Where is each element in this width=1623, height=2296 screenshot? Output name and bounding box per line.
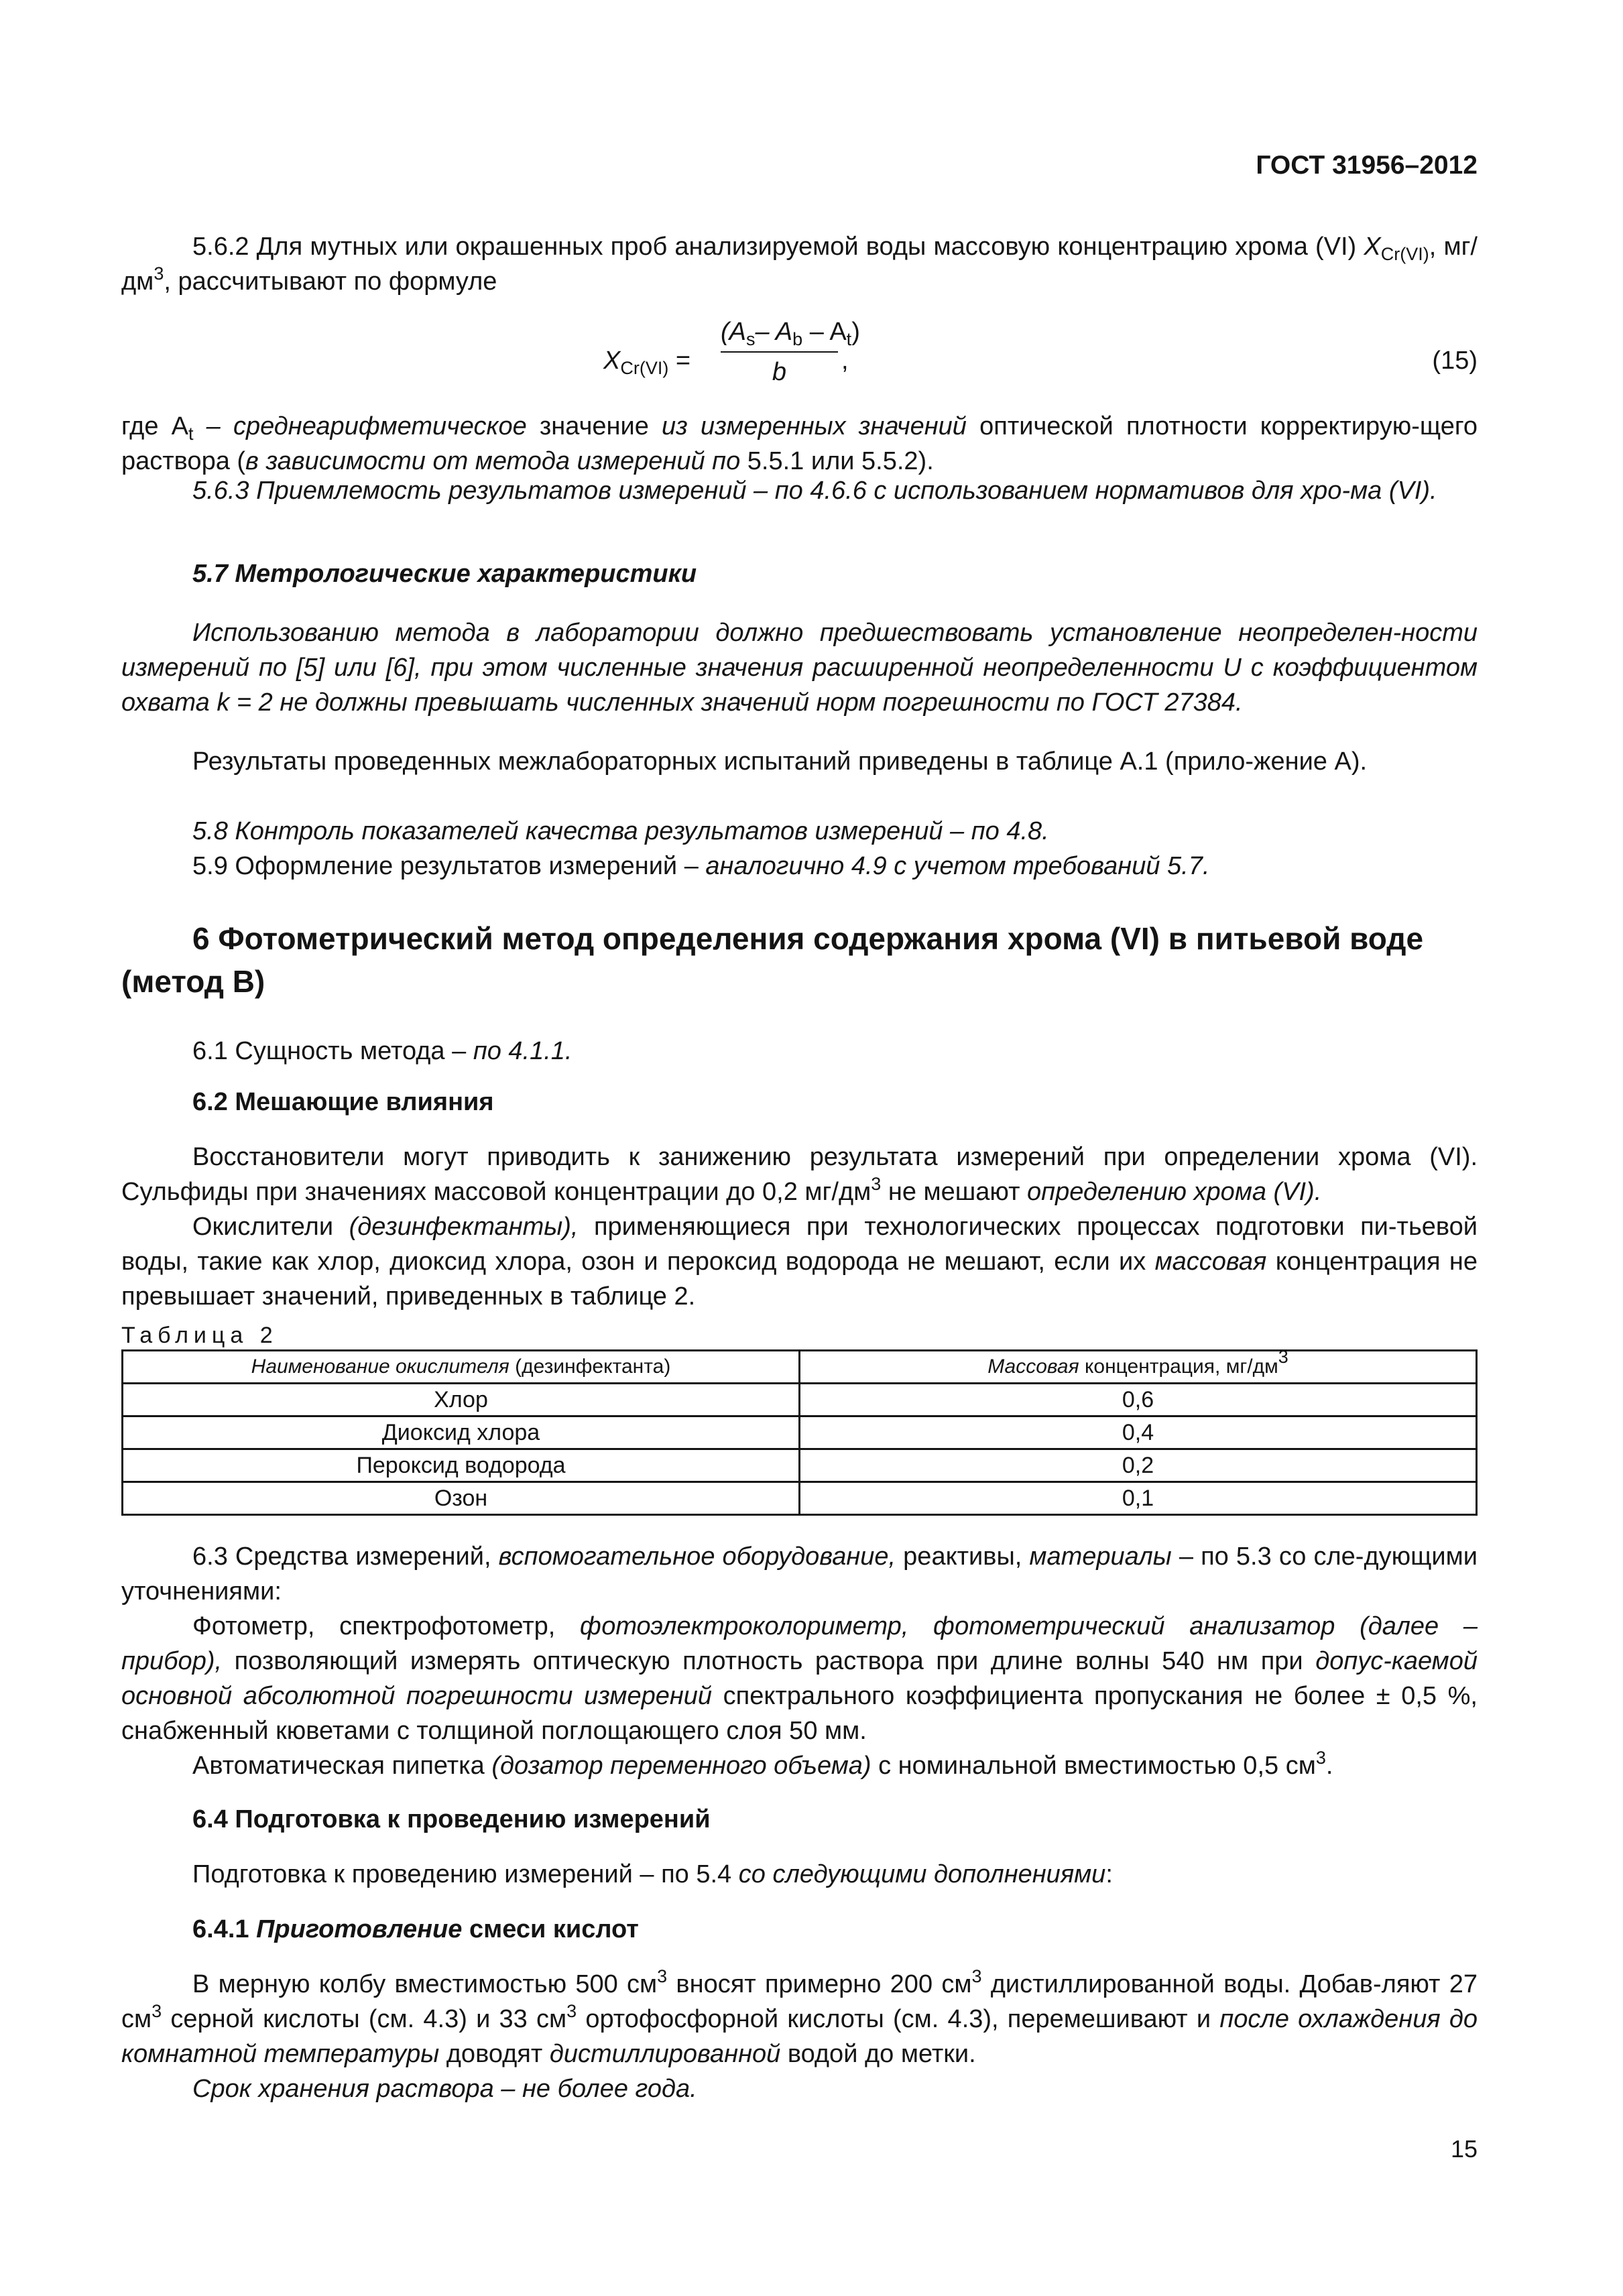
paragraph-5-7-2: Результаты проведенных межлабораторных испытаний приведены в таблице А.1 (прило-жение А). bbox=[192, 747, 1368, 776]
text: Окислители bbox=[192, 1213, 349, 1241]
superscript: 3 bbox=[971, 1966, 982, 1986]
table-row bbox=[123, 1482, 1477, 1515]
heading-5-7: 5.7 Метрологические характеристики bbox=[192, 560, 697, 588]
paragraph-5-7-1: Использованию метода в лаборатории должно предшествовать установление неопределен-ности измерений по [5] или [6], при этом численные значения расширенной неопределенности U с коэффициентом охвата k = 2 не должны превышать численных значений норм погрешности по ГОСТ 27384. bbox=[121, 619, 1478, 717]
text: после охлаждения до комнатной температуры bbox=[121, 2005, 1478, 2068]
paragraph-6-3-2 bbox=[121, 1609, 1478, 1748]
text: – A bbox=[755, 318, 793, 346]
text: (дезинфектанта) bbox=[509, 1355, 671, 1378]
text: ортофосфорной кислоты (см. 4.3), перемешивают и bbox=[577, 2005, 1220, 2033]
text: фотоэлектроколориметр, фотометрический анализатор (далее – прибор), bbox=[121, 1612, 1478, 1675]
text: Наименование окислителя bbox=[251, 1355, 509, 1378]
table-cell-name: Диоксид хлора bbox=[123, 1416, 800, 1449]
variable-x: X bbox=[603, 347, 621, 375]
text: – среднеарифметическое bbox=[193, 412, 527, 440]
text: 6.1 Сущность метода – bbox=[192, 1037, 473, 1065]
text: Восстановители могут приводить к занижению результата измерений при определении хрома (VI). Сульфиды при значениях массовой концентрации до 0,2 мг/дм bbox=[121, 1143, 1478, 1206]
standard-header: ГОСТ 31956–2012 bbox=[1256, 151, 1478, 180]
equation-number: (15) bbox=[1432, 347, 1478, 375]
text: позволяющий измерять оптическую плотность раствора при длине волны 540 нм при bbox=[222, 1647, 1316, 1675]
table-cell-name: Озон bbox=[123, 1482, 800, 1515]
table-cell-value: 0,6 bbox=[800, 1384, 1477, 1416]
superscript: 3 bbox=[657, 1966, 668, 1986]
superscript: 3 bbox=[152, 2001, 162, 2021]
text: Автоматическая пипетка bbox=[192, 1752, 492, 1780]
heading-section-6: 6 Фотометрический метод определения содержания хрома (VI) в питьевой воде (метод В) bbox=[121, 921, 1424, 999]
text: : bbox=[1105, 1860, 1113, 1888]
paragraph-6-4-1-2: Срок хранения раствора – не более года. bbox=[192, 2075, 697, 2103]
text: , рассчитывают по формуле bbox=[164, 267, 497, 296]
text: из измеренных значений bbox=[662, 412, 967, 440]
text: (A bbox=[721, 318, 746, 346]
text: по 4.1.1. bbox=[473, 1037, 573, 1065]
paragraph-5-6-2 bbox=[121, 229, 1478, 299]
text: значение bbox=[526, 412, 662, 440]
text: допус-каемой основной абсолютной погрешности измерений bbox=[121, 1647, 1478, 1710]
paragraph-6-2-1 bbox=[121, 1140, 1478, 1209]
paragraph-6-3-1 bbox=[121, 1539, 1478, 1609]
paragraph-5-8: 5.8 Контроль показателей качества результатов измерений – по 4.8. bbox=[192, 817, 1049, 845]
text: В мерную колбу вместимостью 500 см bbox=[192, 1970, 658, 1998]
formula-lhs bbox=[603, 343, 690, 378]
table-header-oxidizer bbox=[123, 1351, 800, 1384]
variable-x: X bbox=[1364, 233, 1381, 261]
text: серной кислоты (см. 4.3) и 33 см bbox=[162, 2005, 567, 2033]
text: водой до метки. bbox=[780, 2040, 976, 2068]
text: концентрация, мг/дм bbox=[1079, 1355, 1278, 1378]
paragraph-6-4 bbox=[121, 1857, 1478, 1892]
text: оптической плотности корректирую-щего раствора ( bbox=[121, 412, 1478, 475]
text: вносят примерно 200 см bbox=[667, 1970, 972, 1998]
text: со следующими дополнениями bbox=[738, 1860, 1106, 1888]
fraction-bar bbox=[721, 351, 838, 353]
text: 6.3 Средства измерений, bbox=[192, 1543, 499, 1571]
equals-sign: = bbox=[675, 347, 691, 375]
table-row bbox=[123, 1384, 1477, 1416]
table-row bbox=[123, 1449, 1477, 1482]
superscript: 3 bbox=[566, 2001, 577, 2021]
formula-numerator bbox=[721, 315, 860, 349]
text: 5.9 Оформление результатов измерений – bbox=[192, 852, 706, 880]
text: дистиллированной bbox=[549, 2040, 781, 2068]
subscript: Cr(VI) bbox=[620, 358, 669, 378]
text: с номинальной вместимостью 0,5 см bbox=[871, 1752, 1316, 1780]
text: Фотометр, спектрофотометр, bbox=[192, 1612, 581, 1640]
table-2 bbox=[121, 1349, 1478, 1516]
text: где A bbox=[121, 412, 188, 440]
text: 5.6.2 Для мутных или окрашенных проб анализируемой воды массовую концентрацию хрома (VI) bbox=[192, 233, 1364, 261]
paragraph-6-3-3 bbox=[121, 1748, 1478, 1783]
superscript: 3 bbox=[154, 263, 164, 284]
paragraph-6-2-2 bbox=[121, 1209, 1478, 1314]
text: – по 5.3 со сле-дующими уточнениями: bbox=[121, 1543, 1478, 1606]
text: ) bbox=[851, 318, 860, 346]
subscript: t bbox=[846, 329, 852, 349]
text: спектрального коэффициента пропускания не более ± 0,5 %, снабженный кюветами с толщиной поглощающего слоя 50 мм. bbox=[121, 1682, 1478, 1745]
text: Массовая bbox=[987, 1355, 1079, 1378]
heading-6-2: 6.2 Мешающие влияния bbox=[192, 1088, 494, 1116]
text: Приготовление bbox=[256, 1915, 463, 1943]
text: аналогично 4.9 с учетом требований 5.7. bbox=[705, 852, 1210, 880]
table-cell-name: Пероксид водорода bbox=[123, 1449, 800, 1482]
paragraph-5-6-3: 5.6.3 Приемлемость результатов измерений – по 4.6.6 с использованием нормативов для хро-ма (VI). bbox=[192, 477, 1437, 505]
subscript: b bbox=[792, 329, 803, 349]
formula-denominator: b bbox=[772, 358, 787, 386]
subscript: Cr(VI) bbox=[1380, 244, 1429, 264]
text: определению хрома (VI). bbox=[1027, 1178, 1322, 1206]
page-number: 15 bbox=[1450, 2135, 1478, 2163]
table-cell-value: 0,2 bbox=[800, 1449, 1477, 1482]
text: не мешают bbox=[881, 1178, 1028, 1206]
table-caption: Таблица 2 bbox=[121, 1323, 278, 1348]
table-cell-value: 0,1 bbox=[800, 1482, 1477, 1515]
text: массовая bbox=[1154, 1248, 1267, 1276]
formula-15 bbox=[603, 315, 1478, 402]
table-cell-value: 0,4 bbox=[800, 1416, 1477, 1449]
heading-6-4-1 bbox=[121, 1912, 1478, 1947]
table-header-row bbox=[123, 1351, 1477, 1384]
subscript: s bbox=[746, 329, 756, 349]
text: смеси кислот bbox=[462, 1915, 639, 1943]
text: концентрация не превышает значений, приведенных в таблице 2. bbox=[121, 1248, 1478, 1311]
text: . bbox=[1325, 1752, 1333, 1780]
paragraph-5-9 bbox=[121, 849, 1478, 884]
text: , мг/дм bbox=[121, 233, 1478, 296]
text: материалы bbox=[1029, 1543, 1172, 1571]
superscript: 3 bbox=[1315, 1748, 1326, 1768]
text: (дозатор переменного объема) bbox=[491, 1752, 871, 1780]
formula-fraction bbox=[721, 315, 860, 389]
paragraph-6-4-1-1 bbox=[121, 1967, 1478, 2071]
heading-6-4: 6.4 Подготовка к проведению измерений bbox=[192, 1805, 711, 1833]
paragraph-6-1 bbox=[121, 1034, 1478, 1069]
superscript: 3 bbox=[1278, 1347, 1288, 1367]
paragraph-where bbox=[121, 409, 1478, 479]
text: 5.5.1 или 5.5.2). bbox=[740, 447, 934, 475]
table-row bbox=[123, 1416, 1477, 1449]
text: Подготовка к проведению измерений – по 5.4 bbox=[192, 1860, 739, 1888]
table-header-concentration bbox=[800, 1347, 1477, 1384]
formula-comma: , bbox=[841, 347, 849, 375]
text: 6.4.1 bbox=[192, 1915, 257, 1943]
text: реактивы, bbox=[896, 1543, 1030, 1571]
text: – A bbox=[802, 318, 847, 346]
text: (дезинфектанты), bbox=[349, 1213, 579, 1241]
superscript: 3 bbox=[871, 1174, 882, 1194]
text: доводят bbox=[439, 2040, 550, 2068]
text: дистиллированной воды. Добав-ляют 27 см bbox=[121, 1970, 1478, 2033]
table-cell-name: Хлор bbox=[123, 1384, 800, 1416]
text: вспомогательное оборудование, bbox=[498, 1543, 896, 1571]
text: применяющиеся при технологических процессах подготовки пи-тьевой воды, такие как хлор, диоксид хлора, озон и пероксид водорода не мешают, если их bbox=[121, 1213, 1478, 1276]
text: в зависимости от метода измерений по bbox=[245, 447, 741, 475]
subscript: t bbox=[188, 424, 194, 444]
